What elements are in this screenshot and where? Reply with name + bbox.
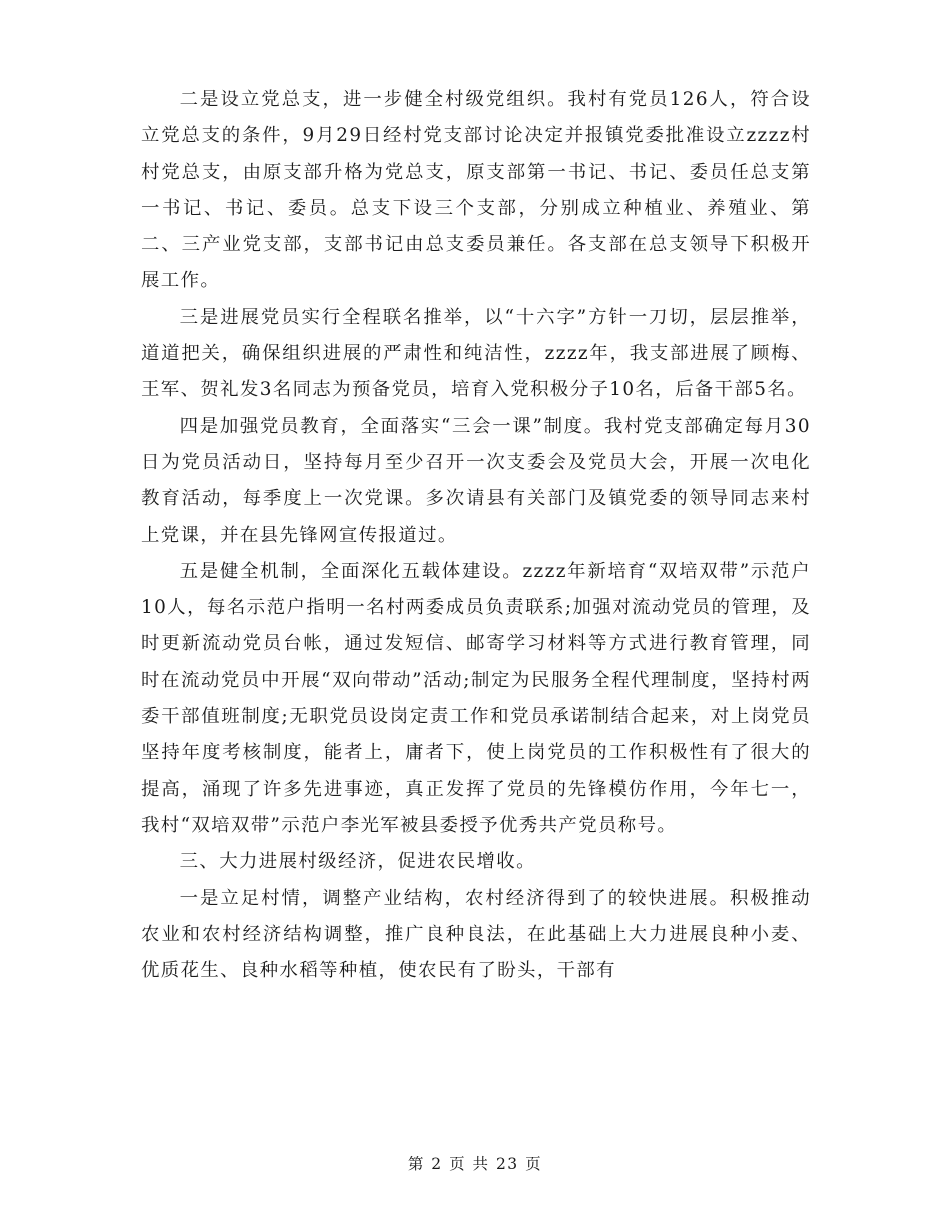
paragraph-mechanism: 五是健全机制，全面深化五载体建设。zzzz年新培育“双培双带”示范户10人，每名示范户指明一名村两委成员负责联系;加强对流动党员的管理，及时更新流动党员台帐，通过发短信、邮寄学习材料等方式进行教育管理，同时在流动党员中开展“双向带动”活动;制定为民服务全程代理制度，坚持村两委干部值班制度;无职党员设岗定责工作和党员承诺制结合起来，对上岗党员坚持年度考核制度，能者上，庸者下，使上岗党员的工作积极性有了很大的提高，涌现了许多先进事迹，真正发挥了党员的先锋模仿作用，今年七一，我村“双培双带”示范户李光军被县委授予优秀共产党员称号。 (141, 560, 811, 836)
page-footer: 第 2 页 共 23 页 (407, 1155, 543, 1173)
document-body (141, 82, 811, 989)
paragraph-member-education: 四是加强党员教育，全面落实“三会一课”制度。我村党支部确定每月30日为党员活动日，坚持每月至少召开一次支委会及党员大会，开展一次电化教育活动，每季度上一次党课。多次请县有关部门及镇党委的领导同志来村上党课，并在县先锋网宣传报道过。 (141, 415, 811, 546)
section-heading-economy: 三、大力进展村级经济，促进农民增收。 (179, 851, 536, 873)
paragraph-party-branch: 二是设立党总支，进一步健全村级党组织。我村有党员126人，符合设立党总支的条件，9月29日经村党支部讨论决定并报镇党委批准设立zzzz村村党总支，由原支部升格为党总支，原支部第一书记、书记、委员任总支第一书记、书记、委员。总支下设三个支部，分别成立种植业、养殖业、第二、三产业党支部，支部书记由总支委员兼任。各支部在总支领导下积极开展工作。 (141, 89, 811, 292)
paragraph-member-recommendation: 三是进展党员实行全程联名推举，以“十六字”方针一刀切，层层推举，道道把关，确保组织进展的严肃性和纯洁性，zzzz年，我支部进展了顾梅、王军、贺礼发3名同志为预备党员，培育入党积极分子10名，后备干部5名。 (141, 306, 811, 401)
paragraph-industry-structure: 一是立足村情，调整产业结构，农村经济得到了的较快进展。积极推动农业和农村经济结构调整，推广良种良法，在此基础上大力进展良种小麦、优质花生、良种水稻等种植，使农民有了盼头，干部有 (141, 887, 811, 982)
